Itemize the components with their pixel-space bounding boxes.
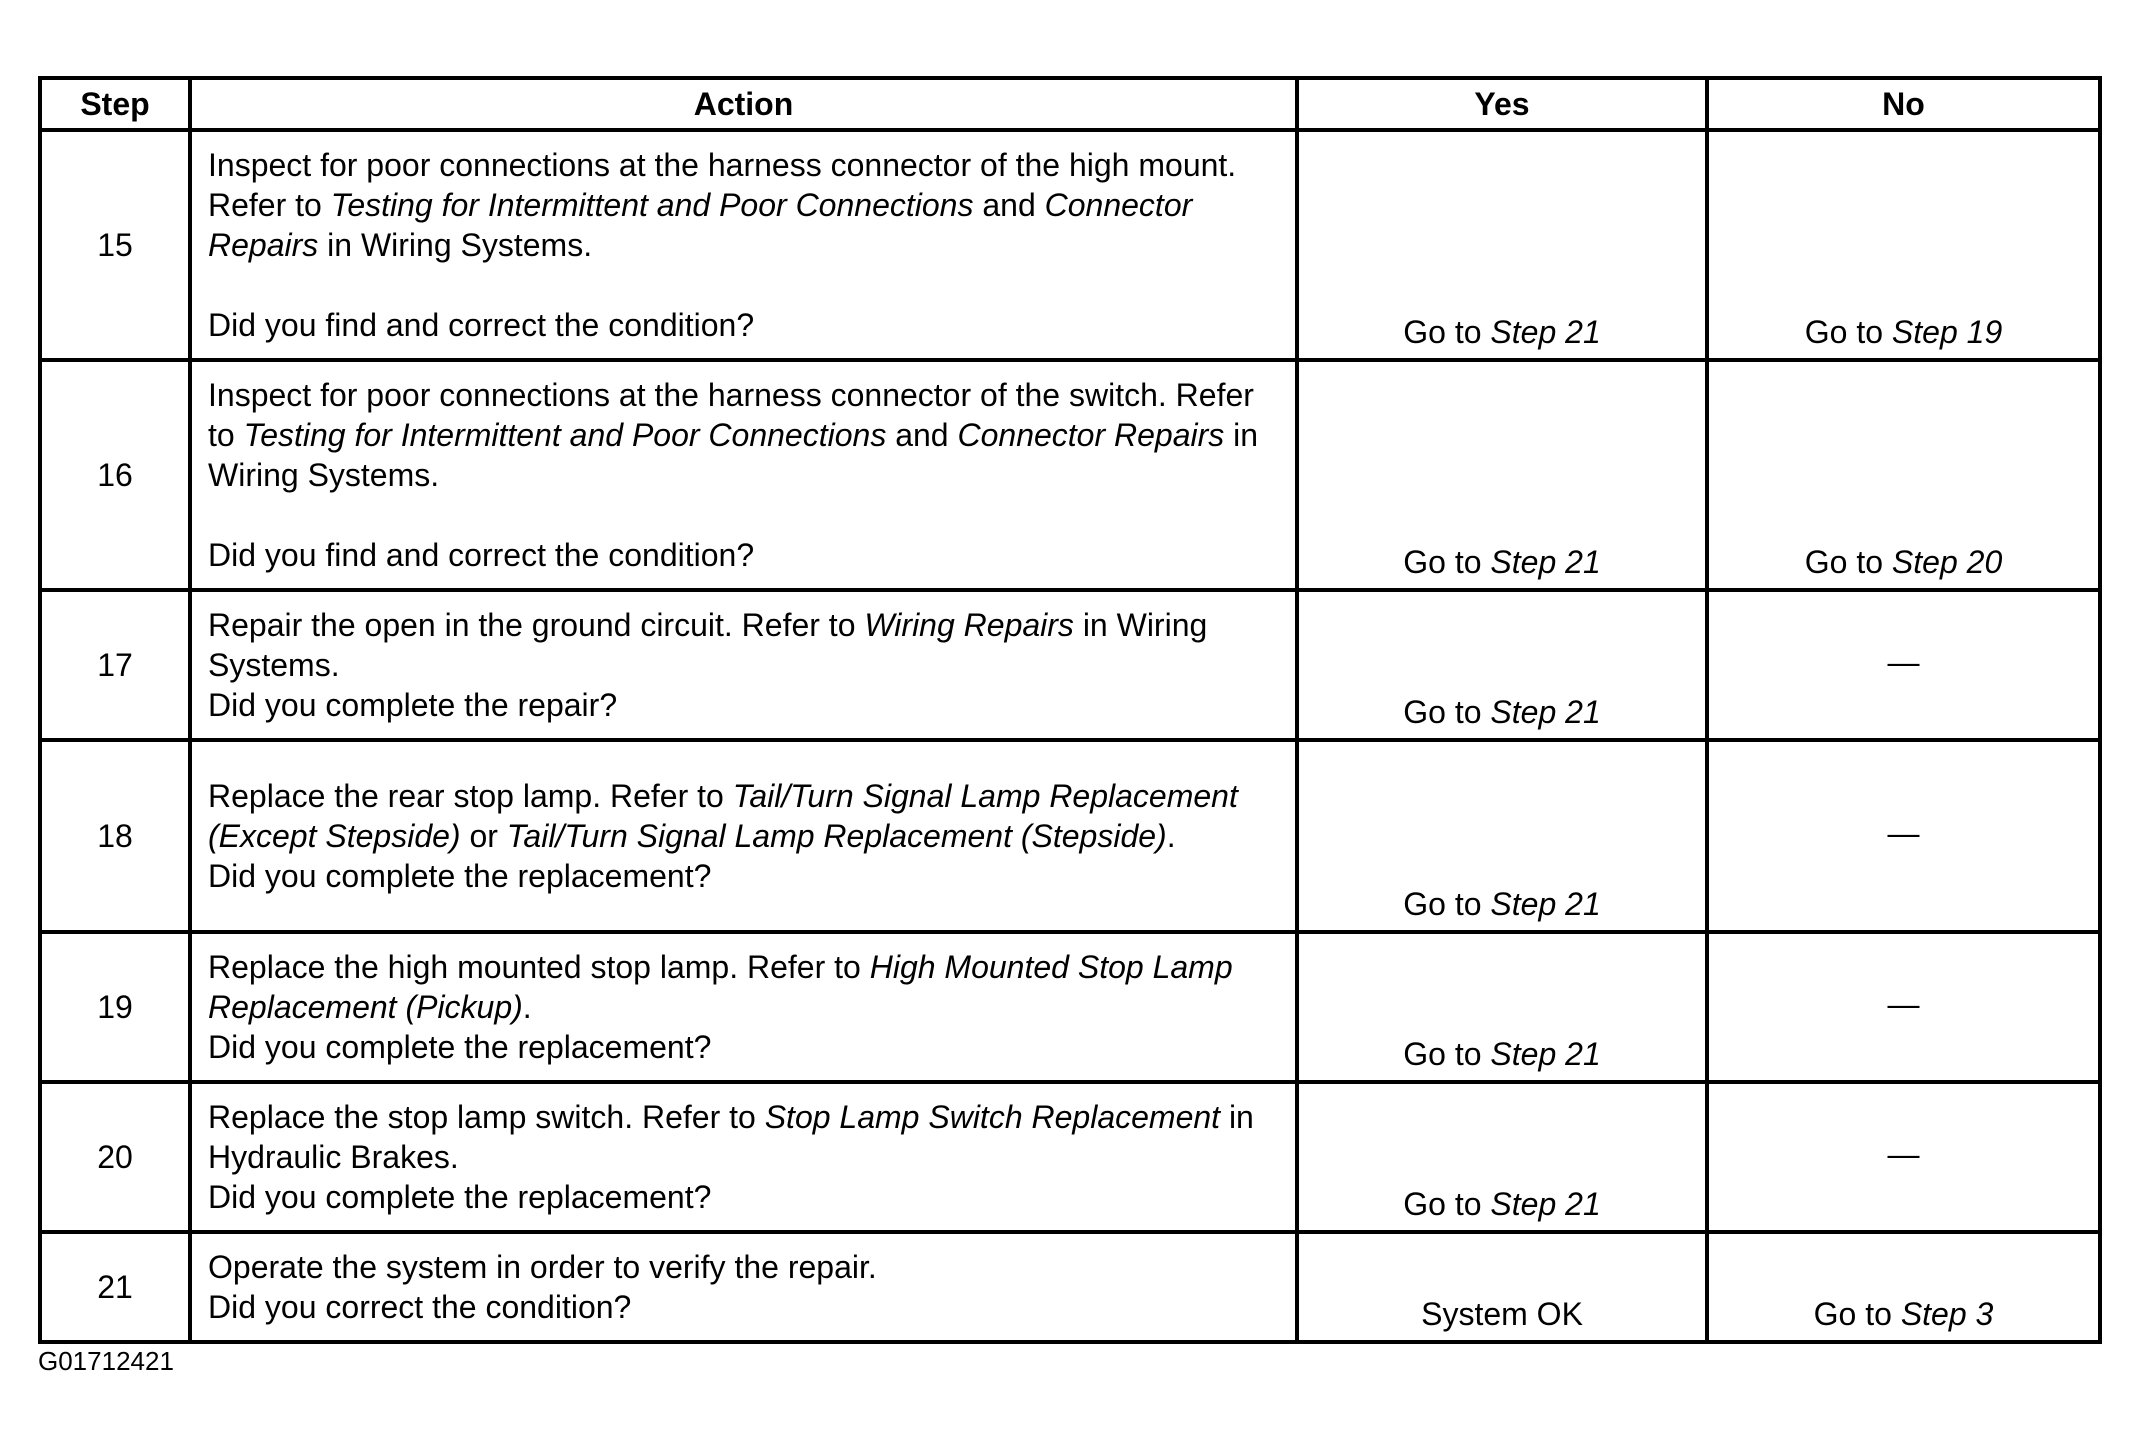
diagnostic-table <box>38 76 2102 1344</box>
action-question: Did you correct the condition? <box>208 1289 632 1325</box>
goto-text: Go to <box>1403 314 1491 350</box>
action-cell <box>190 130 1297 360</box>
reference-title: Connector Repairs <box>957 417 1225 453</box>
action-instruction <box>208 776 1279 856</box>
action-cell <box>190 1232 1297 1342</box>
instruction-text: and <box>886 417 958 453</box>
yes-cell: System OK <box>1297 1232 1707 1342</box>
goto-text: Go to <box>1403 1186 1491 1222</box>
instruction-text: in Hydraulic Brakes. <box>208 1099 1254 1175</box>
yes-cell <box>1297 740 1707 932</box>
action-cell <box>190 360 1297 590</box>
no-cell: — <box>1707 740 2100 932</box>
step-reference: Step 21 <box>1490 544 1601 580</box>
no-cell: — <box>1707 1082 2100 1232</box>
goto-text: Go to <box>1804 314 1892 350</box>
action-instruction <box>208 605 1279 685</box>
header-yes: Yes <box>1297 78 1707 130</box>
no-cell <box>1707 360 2100 590</box>
header-step: Step <box>40 78 190 130</box>
action-question: Did you complete the repair? <box>208 687 618 723</box>
goto-text: Go to <box>1813 1296 1901 1332</box>
no-cell: — <box>1707 590 2100 740</box>
action-instruction <box>208 947 1279 1027</box>
step-reference: Step 21 <box>1490 694 1601 730</box>
reference-title: Testing for Intermittent and Poor Connections <box>243 417 887 453</box>
reference-title: Wiring Repairs <box>864 607 1074 643</box>
action-cell <box>190 932 1297 1082</box>
action-cell <box>190 740 1297 932</box>
step-number: 15 <box>40 130 190 360</box>
step-reference: Step 21 <box>1490 1186 1601 1222</box>
instruction-text: Repair the open in the ground circuit. Refer to <box>208 607 865 643</box>
goto-text: Go to <box>1403 1036 1491 1072</box>
instruction-text: in Wiring Systems. <box>208 607 1208 683</box>
no-cell: — <box>1707 932 2100 1082</box>
goto-text: Go to <box>1403 694 1491 730</box>
action-question: Did you complete the replacement? <box>208 858 712 894</box>
action-instruction <box>208 145 1279 265</box>
header-action: Action <box>190 78 1297 130</box>
reference-title: Stop Lamp Switch Replacement <box>764 1099 1221 1135</box>
yes-cell <box>1297 1082 1707 1232</box>
instruction-text: Replace the stop lamp switch. Refer to <box>208 1099 765 1135</box>
diagnostic-table-container <box>38 76 2098 1344</box>
reference-title: Tail/Turn Signal Lamp Replacement (Except Stepside) <box>208 778 1238 854</box>
yes-cell <box>1297 590 1707 740</box>
step-reference: Step 19 <box>1891 314 2003 350</box>
action-question: Did you complete the replacement? <box>208 1179 712 1215</box>
table-row <box>40 1232 2100 1342</box>
goto-text: Go to <box>1403 886 1491 922</box>
instruction-text: Operate the system in order to verify the repair. <box>208 1249 877 1285</box>
table-row <box>40 740 2100 932</box>
action-instruction <box>208 375 1279 495</box>
instruction-text: and <box>973 187 1045 223</box>
reference-title: Connector Repairs <box>208 187 1193 263</box>
instruction-text: Inspect for poor connections at the harness connector of the high mount. Refer to <box>208 147 1237 223</box>
step-number: 19 <box>40 932 190 1082</box>
figure-id: G01712421 <box>38 1346 174 1376</box>
step-number: 16 <box>40 360 190 590</box>
step-number: 17 <box>40 590 190 740</box>
table-body <box>40 130 2100 1342</box>
step-number: 21 <box>40 1232 190 1342</box>
table-row <box>40 1082 2100 1232</box>
instruction-text: in Wiring Systems. <box>208 417 1259 493</box>
action-question: Did you find and correct the condition? <box>208 537 755 573</box>
table-row <box>40 130 2100 360</box>
yes-cell <box>1297 932 1707 1082</box>
action-cell <box>190 590 1297 740</box>
no-cell <box>1707 130 2100 360</box>
step-reference: Step 21 <box>1490 1036 1601 1072</box>
table-row <box>40 590 2100 740</box>
action-question: Did you find and correct the condition? <box>208 307 755 343</box>
header-no: No <box>1707 78 2100 130</box>
action-instruction <box>208 1097 1279 1177</box>
reference-title: High Mounted Stop Lamp Replacement (Pickup) <box>208 949 1233 1025</box>
goto-text: Go to <box>1403 544 1491 580</box>
reference-title: Tail/Turn Signal Lamp Replacement (Stepside) <box>506 818 1167 854</box>
step-reference: Step 21 <box>1490 886 1601 922</box>
goto-text: Go to <box>1804 544 1892 580</box>
instruction-text: . <box>522 989 532 1025</box>
reference-title: Testing for Intermittent and Poor Connections <box>330 187 974 223</box>
action-question: Did you complete the replacement? <box>208 1029 712 1065</box>
action-instruction <box>208 1247 1279 1287</box>
no-cell <box>1707 1232 2100 1342</box>
table-row <box>40 360 2100 590</box>
instruction-text: Inspect for poor connections at the harness connector of the switch. Refer to <box>208 377 1254 453</box>
yes-cell <box>1297 360 1707 590</box>
step-reference: Step 3 <box>1900 1296 1994 1332</box>
header-row <box>40 78 2100 130</box>
step-reference: Step 21 <box>1490 314 1601 350</box>
instruction-text: . <box>1166 818 1176 854</box>
yes-cell <box>1297 130 1707 360</box>
step-number: 18 <box>40 740 190 932</box>
table-row <box>40 932 2100 1082</box>
instruction-text: in Wiring Systems. <box>318 227 593 263</box>
instruction-text: Replace the rear stop lamp. Refer to <box>208 778 733 814</box>
step-number: 20 <box>40 1082 190 1232</box>
action-cell <box>190 1082 1297 1232</box>
step-reference: Step 20 <box>1891 544 2003 580</box>
instruction-text: Replace the high mounted stop lamp. Refer to <box>208 949 870 985</box>
instruction-text: or <box>460 818 507 854</box>
